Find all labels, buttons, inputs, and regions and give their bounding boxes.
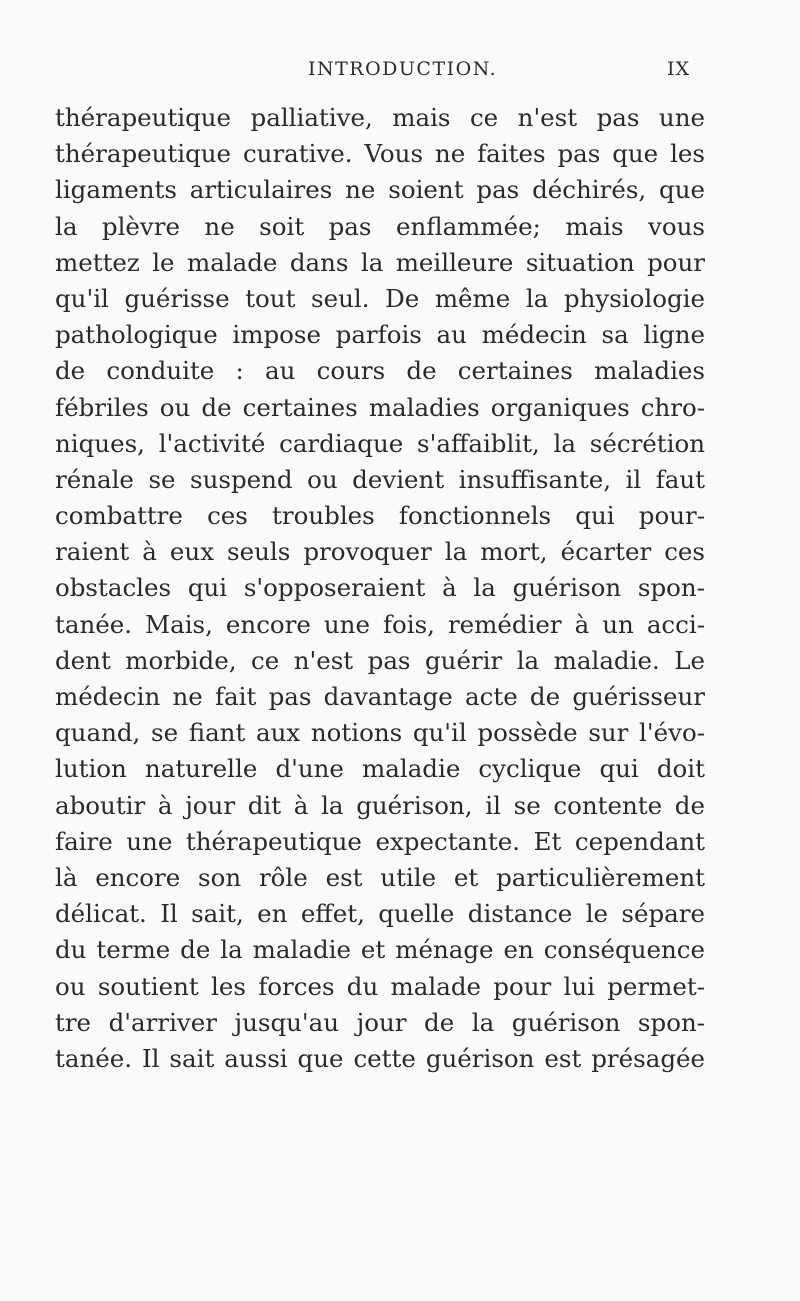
text-line: thérapeutique palliative, mais ce n'est pas une <box>55 103 705 132</box>
text-line: thérapeutique curative. Vous ne faites pas que les <box>55 139 705 169</box>
running-head <box>0 58 800 86</box>
text-line: quand, se fiant aux notions qu'il possède sur l'évo- <box>55 718 705 748</box>
text-line: rénale se suspend ou devient insuffisante, il faut <box>55 464 705 494</box>
text-line: faire une thérapeutique expectante. Et cependant <box>55 826 705 856</box>
text-line: qu'il guérisse tout seul. De même la physiologie <box>55 283 705 313</box>
text-line: fébriles ou de certaines maladies organiques chro- <box>55 392 705 422</box>
text-line: aboutir à jour dit à la guérison, il se contente de <box>55 790 705 820</box>
text-line: de conduite : au cours de certaines maladies <box>55 356 705 386</box>
text-line: la plèvre ne soit pas enflammée; mais vous <box>55 211 705 241</box>
text-line: médecin ne fait pas davantage acte de guérisseur <box>55 682 705 711</box>
text-line: lution naturelle d'une maladie cyclique qui doit <box>55 754 705 784</box>
text-line: tanée. Il sait aussi que cette guérison est présagée <box>55 1043 705 1073</box>
running-head-title: INTRODUCTION. <box>308 58 498 80</box>
text-line: tre d'arriver jusqu'au jour de la guérison spon- <box>55 1007 705 1037</box>
text-line: dent morbide, ce n'est pas guérir la maladie. Le <box>55 645 705 675</box>
text-line: obstacles qui s'opposeraient à la guérison spon- <box>55 573 705 603</box>
text-line: ligaments articulaires ne soient pas déchirés, que <box>55 175 705 205</box>
text-line: là encore son rôle est utile et particulièrement <box>55 862 705 892</box>
text-line: ou soutient les forces du malade pour lui permet- <box>55 971 705 1001</box>
text-line: tanée. Mais, encore une fois, remédier à un acci- <box>55 609 705 639</box>
body-text <box>55 100 705 1077</box>
text-line: raient à eux seuls provoquer la mort, écarter ces <box>55 537 705 567</box>
text-line: délicat. Il sait, en effet, quelle distance le sépare <box>55 899 705 929</box>
text-line: combattre ces troubles fonctionnels qui pour- <box>55 501 705 531</box>
text-line: pathologique impose parfois au médecin sa ligne <box>55 320 705 350</box>
text-line: niques, l'activité cardiaque s'affaiblit, la sécrétion <box>55 428 705 458</box>
text-line: du terme de la maladie et ménage en conséquence <box>55 935 705 965</box>
page-number: IX <box>667 58 691 80</box>
text-line: mettez le malade dans la meilleure situation pour <box>55 247 705 277</box>
